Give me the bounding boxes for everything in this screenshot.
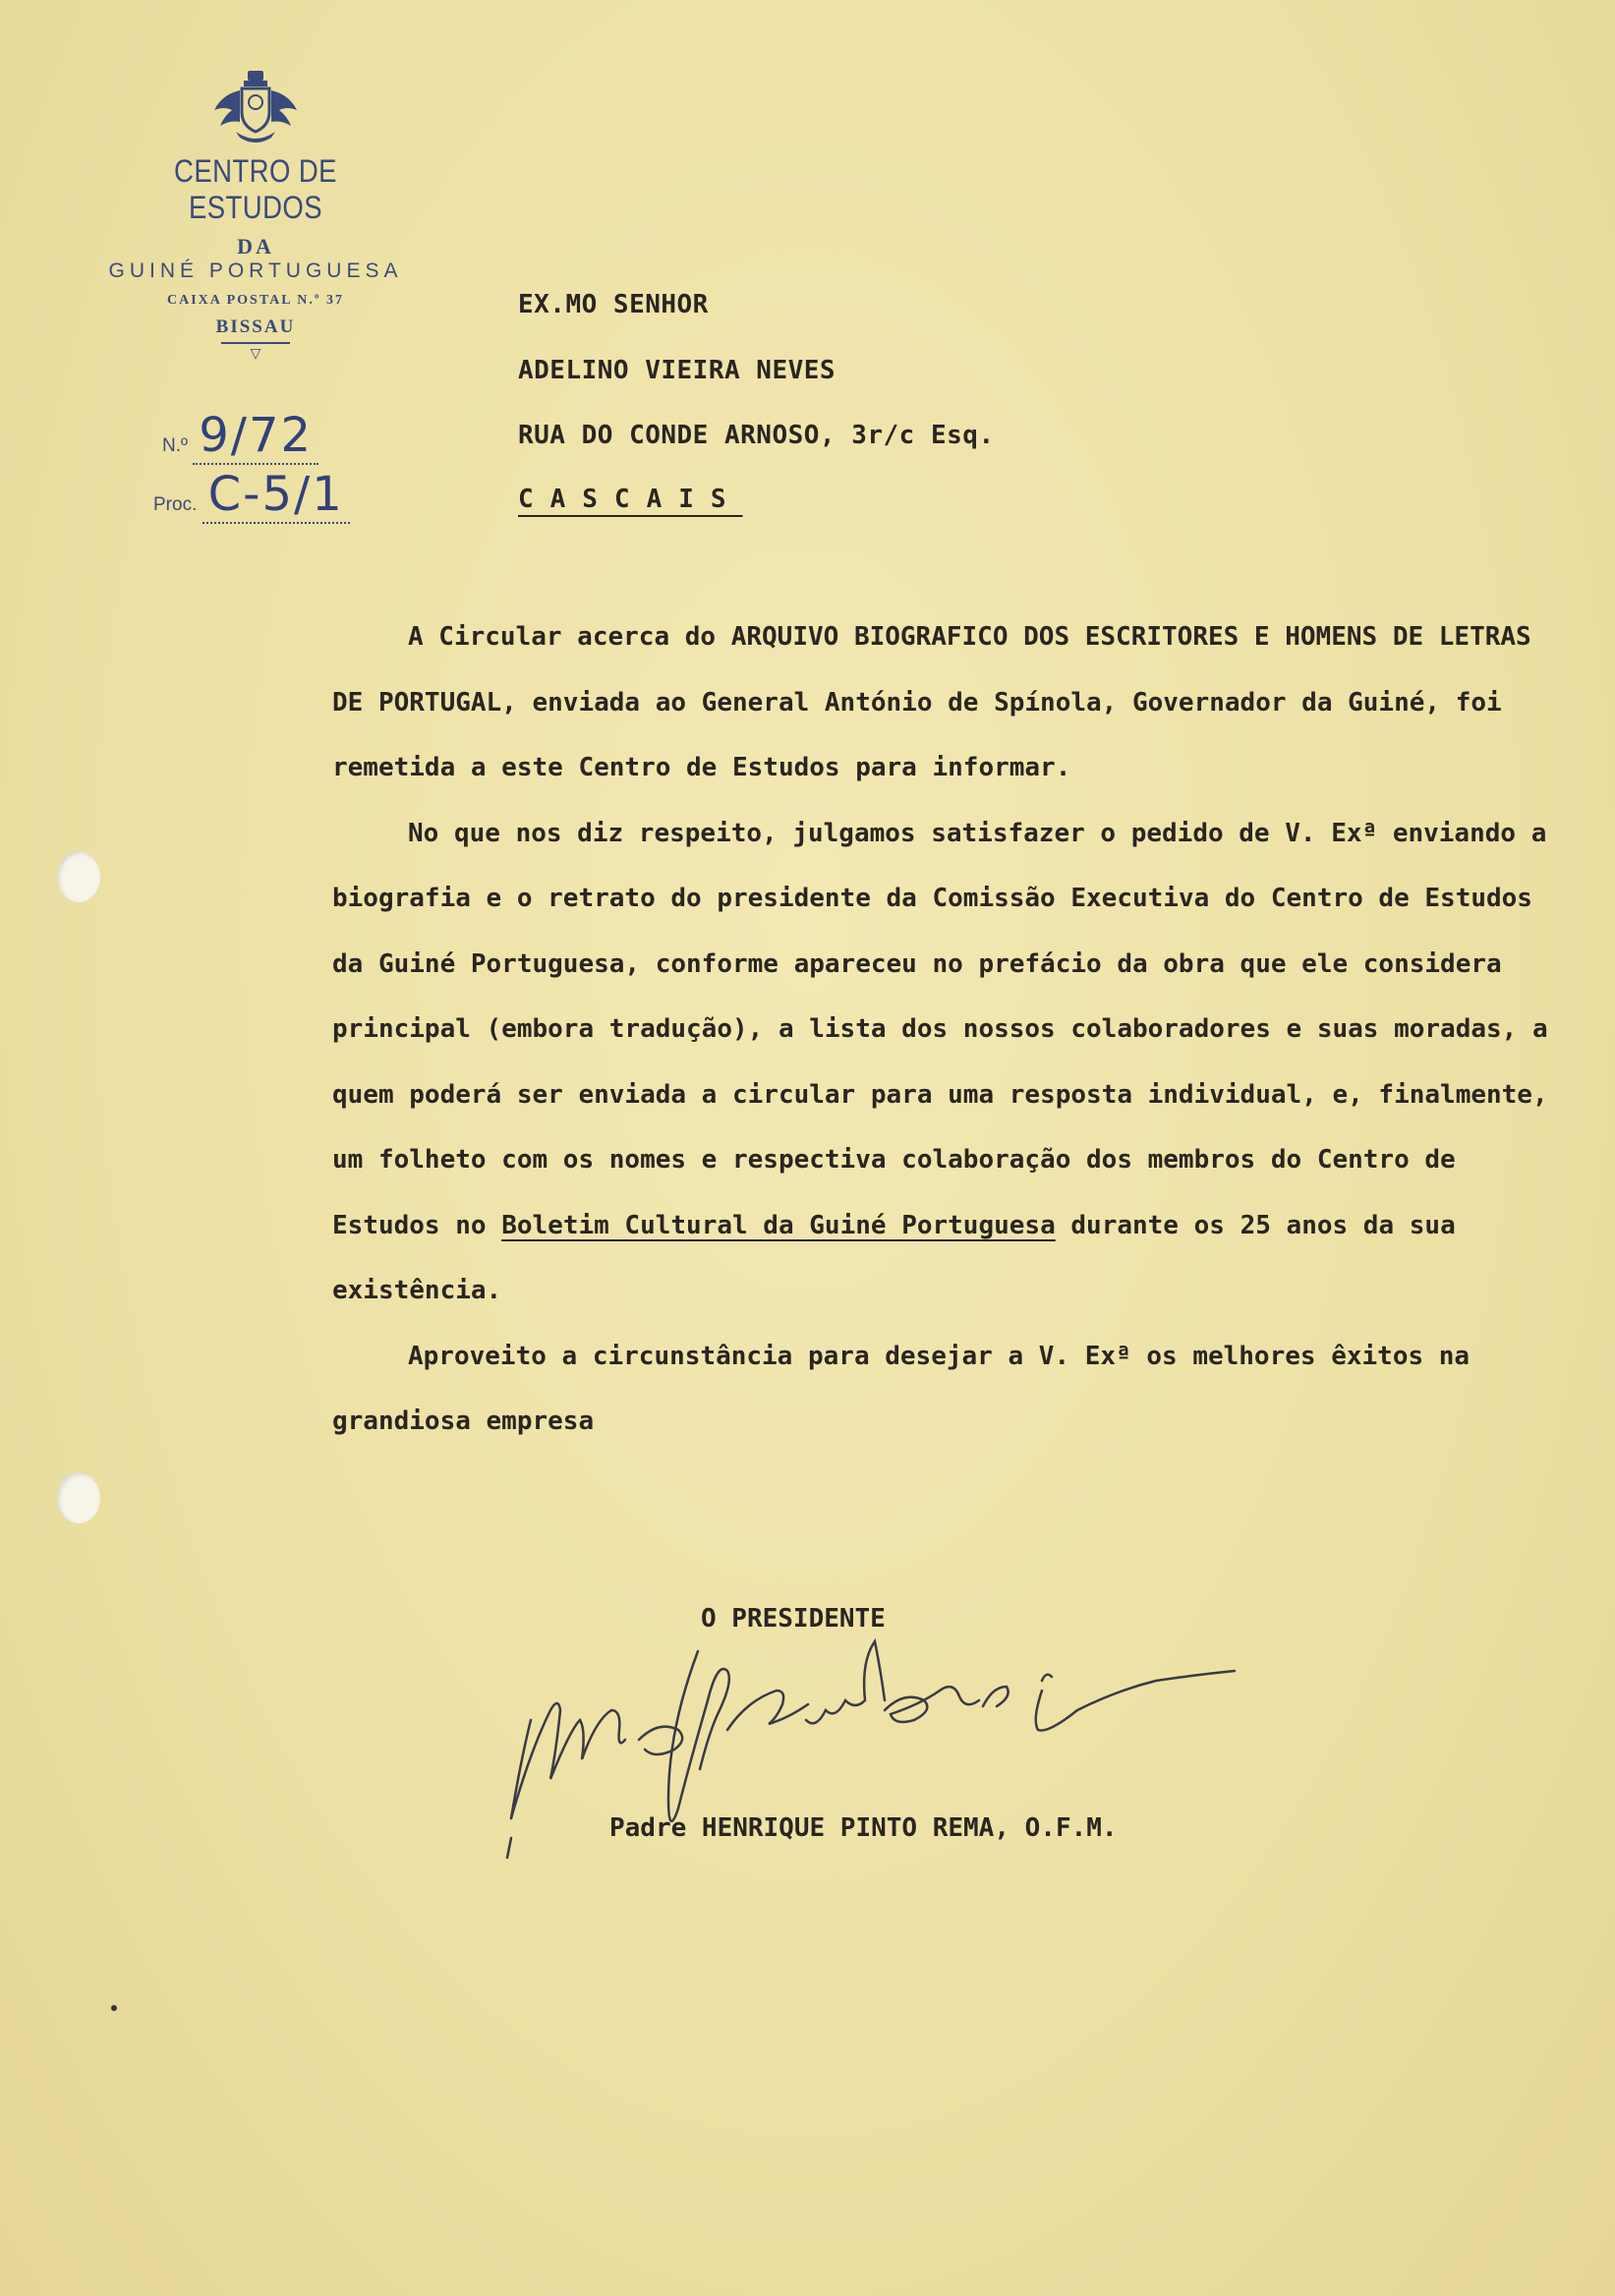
body-paragraph-2: [332, 801, 1561, 1324]
letter-body: [332, 604, 1561, 1455]
body-paragraph-3: Aproveito a circunstância para desejar a V. Exª os melhores êxitos na grandiosa empresa: [332, 1341, 1471, 1436]
closing-title: O PRESIDENTE: [701, 1604, 886, 1634]
letterhead-org-name: CENTRO DE ESTUDOS: [174, 153, 337, 225]
address-name: ADELINO VIEIRA NEVES: [518, 356, 836, 385]
letterhead-city: BISSAU: [215, 316, 296, 337]
reference-number: [162, 408, 318, 465]
address-street: RUA DO CONDE ARNOSO, 3r/c Esq.: [518, 421, 995, 450]
letterhead-da: DA: [237, 234, 274, 258]
reference-number-label: N.º: [162, 435, 188, 456]
reference-proc: [153, 467, 350, 524]
address-city: CASCAIS: [518, 485, 743, 514]
coat-of-arms-icon: [206, 69, 305, 147]
reference-number-value: 9/72: [199, 408, 314, 463]
letterhead-po-box: CAIXA POSTAL N.º 37: [166, 293, 345, 308]
bulletin-title: Boletim Cultural da Guiné Portuguesa: [501, 1210, 1056, 1240]
letterhead-region: GUINÉ PORTUGUESA: [108, 259, 403, 282]
letterhead: [79, 69, 433, 363]
body-paragraph-1: A Circular acerca do ARQUIVO BIOGRAFICO DOS ESCRITORES E HOMENS DE LETRAS DE PORTUGAL, enviada ao General António de Spínola, Governador da Guiné, foi remetida a este Centro de Estudos para informar.: [332, 622, 1531, 782]
letterhead-mark: ▽: [250, 347, 261, 362]
body-paragraph-2-end: durante os 25 anos da sua existência.: [332, 1210, 1456, 1305]
ink-speck: [111, 2005, 117, 2011]
letterhead-divider: [221, 342, 290, 344]
body-paragraph-2-text: No que nos diz respeito, julgamos satisfazer o pedido de V. Exª enviando a biografia e o retrato do presidente da Comissão Executiva do Centro de Estudos da Guiné Portuguesa, conforme apareceu no prefácio da obra que ele considera principal (embora tradução), a lista dos nossos colaboradores e suas moradas, a quem poderá ser enviada a circular para uma resposta individual, e, finalmente, um folheto com os nomes e respectiva colaboração dos membros do Centro de Estudos no: [332, 818, 1548, 1240]
signatory-name: Padre HENRIQUE PINTO REMA, O.F.M.: [609, 1813, 1118, 1843]
punch-hole-bottom: [57, 1472, 100, 1523]
reference-proc-label: Proc.: [153, 494, 198, 515]
punch-hole-top: [57, 851, 100, 902]
reference-proc-value: C-5/1: [207, 467, 344, 522]
address-salutation: EX.MO SENHOR: [518, 290, 709, 319]
